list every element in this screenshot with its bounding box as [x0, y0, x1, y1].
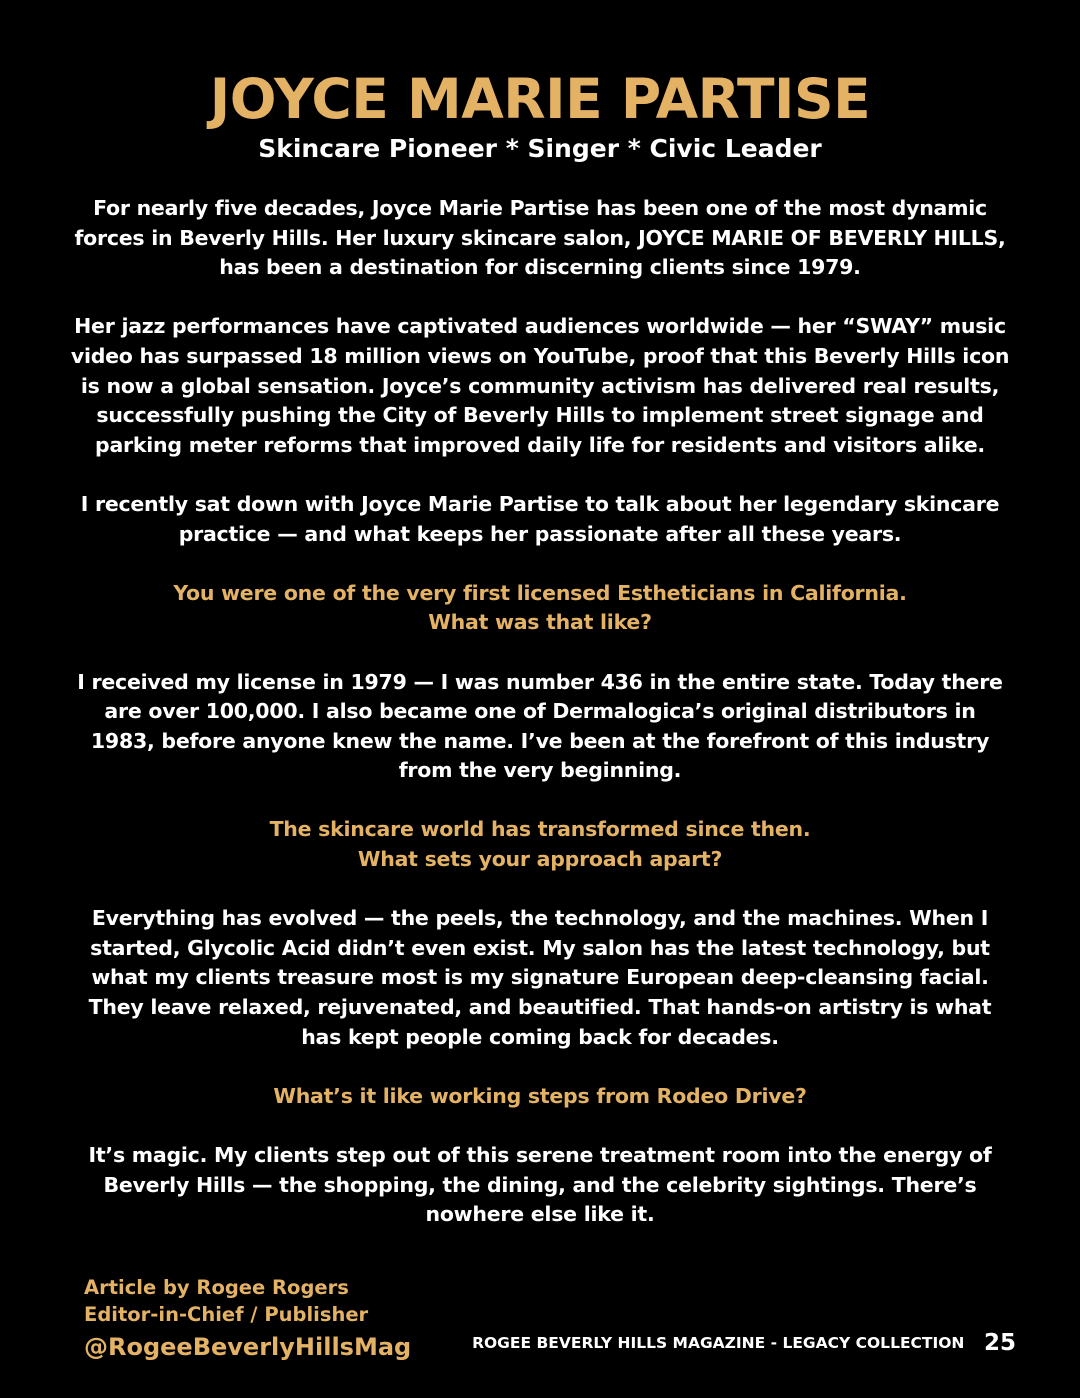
- page-subtitle: Skincare Pioneer * Singer * Civic Leader: [258, 134, 822, 163]
- question-1-line-2: What was that like?: [428, 610, 652, 635]
- page-title: JOYCE MARIE PARTISE: [209, 67, 871, 131]
- question-2: [70, 815, 1010, 874]
- intro-paragraph-1: For nearly five decades, Joyce Marie Partise has been one of the most dynamic forces in Beverly Hills. Her luxury skincare salon, JOYCE MARIE OF BEVERLY HILLS, has been a destination for discerning clients since 1979.: [74, 196, 1006, 280]
- intro-paragraph-3: I recently sat down with Joyce Marie Partise to talk about her legendary skincare practice — and what keeps her passionate after all these years.: [80, 491, 1000, 546]
- page-number: 25: [983, 1330, 1016, 1356]
- page-footer: [472, 1330, 1016, 1356]
- author-byline: Article by Rogee Rogers: [84, 1276, 349, 1299]
- question-2-line-1: The skincare world has transformed since then.: [269, 817, 811, 842]
- question-2-line-2: What sets your approach apart?: [357, 847, 723, 872]
- answer-1: I received my license in 1979 — I was number 436 in the entire state. Today there are over 100,000. I also became one of Dermalogica’s original distributors in 1983, before anyone knew the name. I’ve been at the forefront of this industry from the very beginning.: [77, 669, 1003, 783]
- social-handle: @RogeeBeverlyHillsMag: [84, 1333, 412, 1361]
- answer-3: It’s magic. My clients step out of this serene treatment room into the energy of Beverly Hills — the shopping, the dining, and the celebrity sightings. There’s nowhere else like it.: [88, 1143, 992, 1227]
- magazine-name: ROGEE BEVERLY HILLS MAGAZINE - LEGACY COLLECTION: [472, 1334, 965, 1352]
- intro-paragraph-2: Her jazz performances have captivated audiences worldwide — her “SWAY” music video has surpassed 18 million views on YouTube, proof that this Beverly Hills icon is now a global sensation. Joyce’s community activism has delivered real results, successfully pushing the City of Beverly Hills to implement street signage and parking meter reforms that improved daily life for residents and visitors alike.: [70, 314, 1010, 457]
- answer-2: Everything has evolved — the peels, the technology, and the machines. When I started, Glycolic Acid didn’t even exist. My salon has the latest technology, but what my clients treasure most is my signature European deep-cleansing facial. They leave relaxed, rejuvenated, and beautified. That hands-on artistry is what has kept people coming back for decades.: [88, 906, 992, 1049]
- question-3: What’s it like working steps from Rodeo Drive?: [273, 1083, 807, 1108]
- article-body: [70, 194, 1010, 1230]
- author-role: Editor-in-Chief / Publisher: [84, 1303, 369, 1326]
- question-1-line-1: You were one of the very first licensed Estheticians in California.: [173, 580, 907, 605]
- author-credit: [84, 1274, 411, 1364]
- question-1: [70, 579, 1010, 638]
